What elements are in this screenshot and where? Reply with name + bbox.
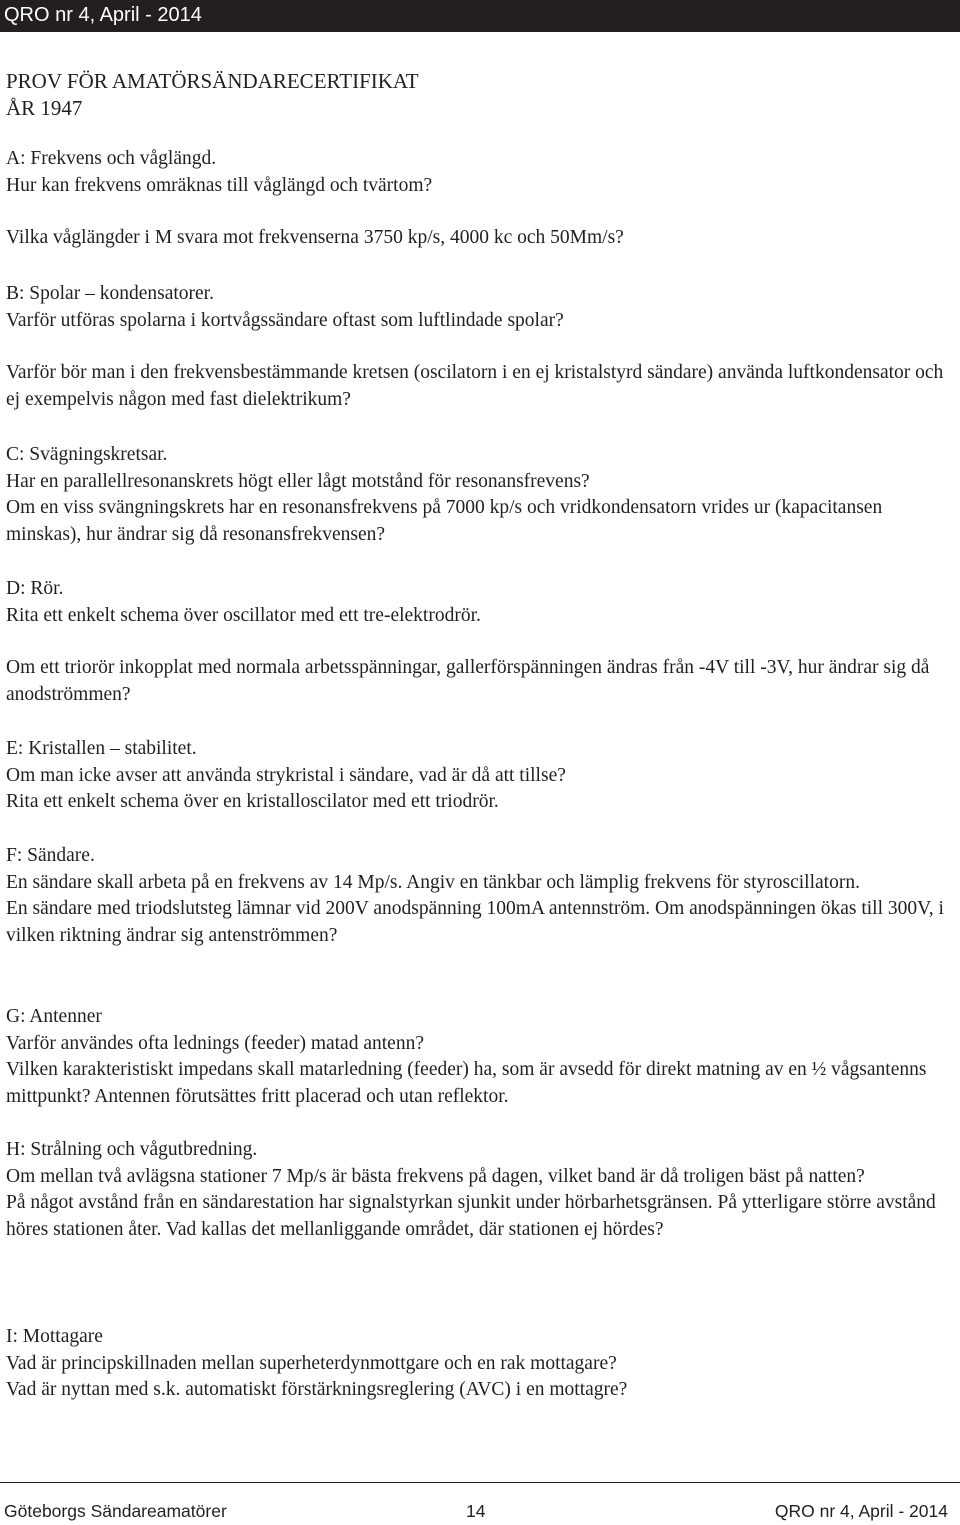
footer-issue: QRO nr 4, April - 2014 [774, 1501, 948, 1521]
section-heading: I: Mottagare [6, 1326, 103, 1347]
footer-divider [0, 1482, 960, 1483]
document-title [6, 68, 946, 122]
section-i [6, 1324, 951, 1404]
question: Vad är principskillnaden mellan superheterdynmottgare och en rak mottagare? [6, 1352, 617, 1374]
section-heading: G: Antenner [6, 1006, 102, 1027]
document-title-line1: PROV FÖR AMATÖRSÄNDARECERTIFIKAT [6, 69, 419, 93]
question: Vilka våglängder i M svara mot frekvenserna 3750 kp/s, 4000 kc och 50Mm/s? [6, 227, 624, 249]
question: Vilken karakteristiskt impedans skall matarledning (feeder) ha, som är avsedd för direkt matning av en ½ vågsantenns mittpunkt? Antennen förutsättes fritt placerad och utan reflektor. [6, 1059, 927, 1107]
section-d [6, 576, 951, 708]
footer-publisher: Göteborgs Sändareamatörer [4, 1501, 227, 1521]
section-h [6, 1137, 951, 1243]
question: En sändare med triodslutsteg lämnar vid 200V anodspänning 100mA antennström. Om anodspänningen ökas till 300V, i vilken riktning ändrar sig antenströmmen? [6, 898, 944, 946]
question: En sändare skall arbeta på en frekvens av 14 Mp/s. Angiv en tänkbar och lämplig frekvens för styroscillatorn. [6, 871, 860, 893]
section-c [6, 442, 951, 548]
question: Varför utföras spolarna i kortvågssändare oftast som luftlindade spolar? [6, 309, 564, 331]
question: På något avstånd från en sändarestation har signalstyrkan sjunkit under hörbarhetsgränsen. På ytterligare större avstånd höres stationen åter. Vad kallas det mellanliggande området, där stationen ej hördes? [6, 1192, 936, 1240]
question: Om mellan två avlägsna stationer 7 Mp/s är bästa frekvens på dagen, vilket band är då troligen bäst på natten? [6, 1165, 865, 1187]
section-heading: B: Spolar – kondensatorer. [6, 283, 214, 304]
question: Rita ett enkelt schema över en kristalloscilator med ett triodrör. [6, 791, 499, 813]
question: Har en parallellresonanskrets högt eller lågt motstånd för resonansfrevens? [6, 470, 590, 492]
question: Rita ett enkelt schema över oscillator med ett tre-elektrodrör. [6, 604, 481, 626]
document-title-line2: ÅR 1947 [6, 96, 83, 120]
question: Varför bör man i den frekvensbestämmande kretsen (oscilatorn i en ej kristalstyrd sändare) använda luftkondensator och ej exempelvis någon med fast dielektrikum? [6, 362, 944, 410]
header-bar [0, 0, 960, 32]
section-heading: C: Svägningskretsar. [6, 444, 168, 465]
question: Hur kan frekvens omräknas till våglängd och tvärtom? [6, 174, 433, 196]
section-heading: D: Rör. [6, 578, 64, 599]
section-heading: A: Frekvens och våglängd. [6, 148, 217, 169]
section-f [6, 843, 951, 949]
section-b [6, 281, 951, 413]
question: Om en viss svängningskrets har en resonansfrekvens på 7000 kp/s och vridkondensatorn vrides ur (kapacitansen minskas), hur ändrar sig då resonansfrekvensen? [6, 497, 883, 545]
section-e [6, 736, 951, 816]
header-title: QRO nr 4, April - 2014 [4, 4, 202, 26]
section-heading: F: Sändare. [6, 845, 95, 866]
section-a [6, 146, 951, 252]
question: Vad är nyttan med s.k. automatiskt förstärkningsreglering (AVC) i en mottagre? [6, 1379, 628, 1401]
footer-page-number: 14 [466, 1501, 486, 1521]
section-g [6, 1004, 951, 1110]
section-heading: E: Kristallen – stabilitet. [6, 738, 197, 759]
question: Varför användes ofta lednings (feeder) matad antenn? [6, 1032, 424, 1054]
question: Om ett triorör inkopplat med normala arbetsspänningar, gallerförspänningen ändras från -4V till -3V, hur ändrar sig då anodströmmen? [6, 657, 930, 705]
section-heading: H: Strålning och vågutbredning. [6, 1139, 258, 1160]
question: Om man icke avser att använda strykristal i sändare, vad är då att tillse? [6, 764, 566, 786]
